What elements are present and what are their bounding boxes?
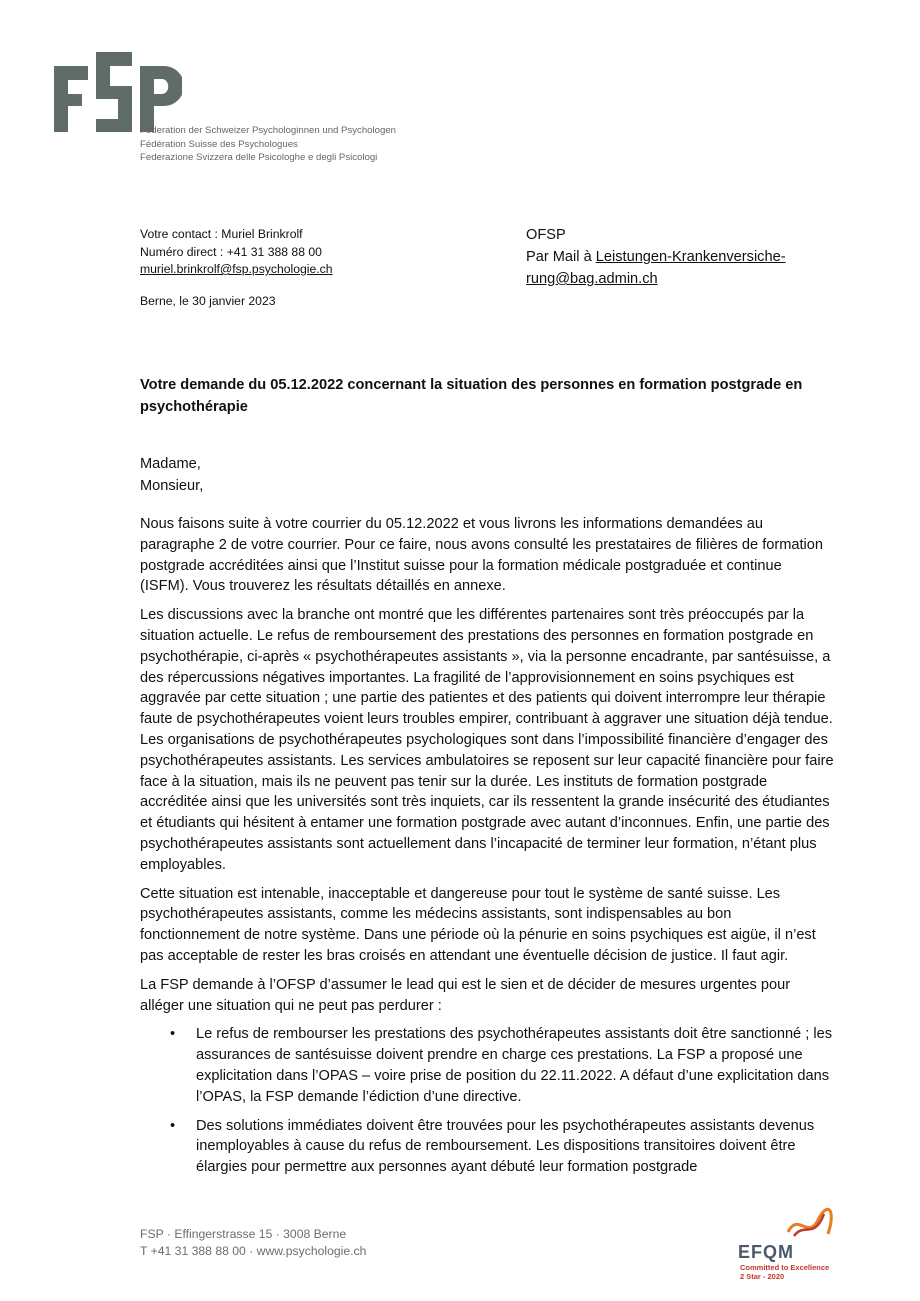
sender-contact [140, 226, 333, 279]
list-item-text: Des solutions immédiates doivent être trouvées pour les psychothérapeutes assistants devenus inemployables à cause du refus de remboursement. Les dispositions transitoires doivent être élargies pour permettre aux personnes ayant débuté leur formation postgrade [196, 1117, 815, 1176]
paragraph-4: La FSP demande à l’OFSP d’assumer le lead qui est le sien et de décider de mesures urgentes pour alléger une situation qui ne peut pas perdurer : [140, 976, 791, 1014]
list-item [140, 1024, 834, 1107]
footer-address: FSP · Effingerstrasse 15 · 3008 Berne [140, 1227, 347, 1241]
efqm-sub-2: 2 Star - 2020 [740, 1272, 785, 1281]
list-item-text: Le refus de rembourser les prestations des psychothérapeutes assistants doit être sanctionné ; les assurances de santésuisse doivent prendre en charge ces prestations. La FSP a proposé une explicitation dans l’OPAS – voire prise de position du 22.11.2022. A défaut d’une explicitation dans l’OPAS, la FSP demande l’édiction d’une directive. [196, 1026, 832, 1105]
efqm-ribbon-icon [784, 1206, 844, 1240]
letter-body [140, 514, 834, 1178]
efqm-subtitle [740, 1263, 829, 1281]
efqm-label: EFQM [738, 1242, 794, 1262]
salutation-line-1: Madame, [140, 456, 201, 472]
footer-phone-web: T +41 31 388 88 00 · www.psychologie.ch [140, 1244, 367, 1258]
recipient-name: OFSP [526, 227, 566, 243]
salutation-line-2: Monsieur, [140, 478, 204, 494]
recipient-address [526, 224, 786, 290]
logo-tagline [140, 124, 396, 165]
paragraph-3: Cette situation est intenable, inacceptable et dangereuse pour tout le système de santé suisse. Les psychothérapeutes assistants, comme les médecins assistants, sont indispensables au bon fonctionnement de notre système. Dans une période où la pénurie en soins psychiques est aigüe, il n’est pas acceptable de rester les bras croisés en attendant une éventuelle décision de justice. Il faut agir. [140, 885, 816, 964]
tagline-de: Föderation der Schweizer Psychologinnen und Psychologen [140, 125, 396, 136]
paragraph-2: Les discussions avec la branche ont montré que les différentes partenaires sont très préoccupés par la situation actuelle. Le refus de remboursement des prestations des personnes en formation postgrade en psychothérapie, ci-après « psychothérapeutes assistants », via la personne encadrante, par santésuisse, a des répercussions négatives importantes. La fragilité de l’approvisionnement en soins psychiques est aggravée par cette situation ; une partie des patientes et des patients qui doivent interrompre leur thérapie faute de psychothérapeutes voient leurs troubles empirer, contribuant à aggraver une situation déjà tendue. Les organisations de psychothérapeutes psychologiques sont dans l’impossibilité financière d’engager des psychothérapeutes assistants. Les services ambulatoires se reposent sur leur capacité financière pour faire face à la situation, mais ils ne peuvent pas tenir sur la durée. Les instituts de formation postgrade accréditée ainsi que les universités sont très inquiets, car ils ressentent la grande insécurité des étudiantes et étudiants qui hésitent à entamer une formation postgrade avec autant d’inconnues. Enfin, une partie des psychothérapeutes assistants sont actuellement dans l’incapacité de terminer leur formation, n’étant plus employables. [140, 607, 834, 873]
recipient-email-link-1[interactable]: Leistungen-Krankenversiche- [595, 249, 786, 265]
letter-date: Berne, le 30 janvier 2023 [140, 294, 276, 308]
fsp-logo-mark [52, 52, 182, 134]
paragraph-1: Nous faisons suite à votre courrier du 05.12.2022 et vous livrons les informations demandées au paragraphe 2 de votre courrier. Pour ce faire, nous avons consulté les prestataires de filières de formation postgrade accréditées ainsi que l’Institut suisse pour la formation médicale postgraduée et continue (ISFM). Vous trouverez les résultats détaillés en annexe. [140, 516, 824, 595]
fsp-logo [52, 52, 182, 132]
efqm-badge [738, 1206, 838, 1286]
bullet-icon: • [170, 1117, 176, 1134]
efqm-sub-1: Committed to Excellence [740, 1263, 830, 1272]
recipient-email-link-2[interactable]: rung@bag.admin.ch [526, 271, 658, 287]
recipient-mail-line [526, 246, 786, 268]
list-item [140, 1116, 834, 1178]
page-footer [140, 1226, 366, 1260]
demands-list [140, 1024, 834, 1178]
contact-phone: Numéro direct : +41 31 388 88 00 [140, 244, 322, 259]
tagline-fr: Fédération Suisse des Psychologues [140, 138, 298, 150]
tagline-it: Federazione Svizzera delle Psicologhe e degli Psicologi [140, 152, 378, 163]
letter-subject: Votre demande du 05.12.2022 concernant la situation des personnes en formation postgrade en psychothérapie [140, 377, 803, 415]
contact-email-link[interactable]: muriel.brinkrolf@fsp.psychologie.ch [140, 262, 333, 276]
contact-name: Votre contact : Muriel Brinkrolf [140, 227, 303, 241]
salutation [140, 453, 203, 497]
bullet-icon: • [170, 1026, 176, 1043]
recipient-mail-prefix: Par Mail à [526, 249, 596, 265]
